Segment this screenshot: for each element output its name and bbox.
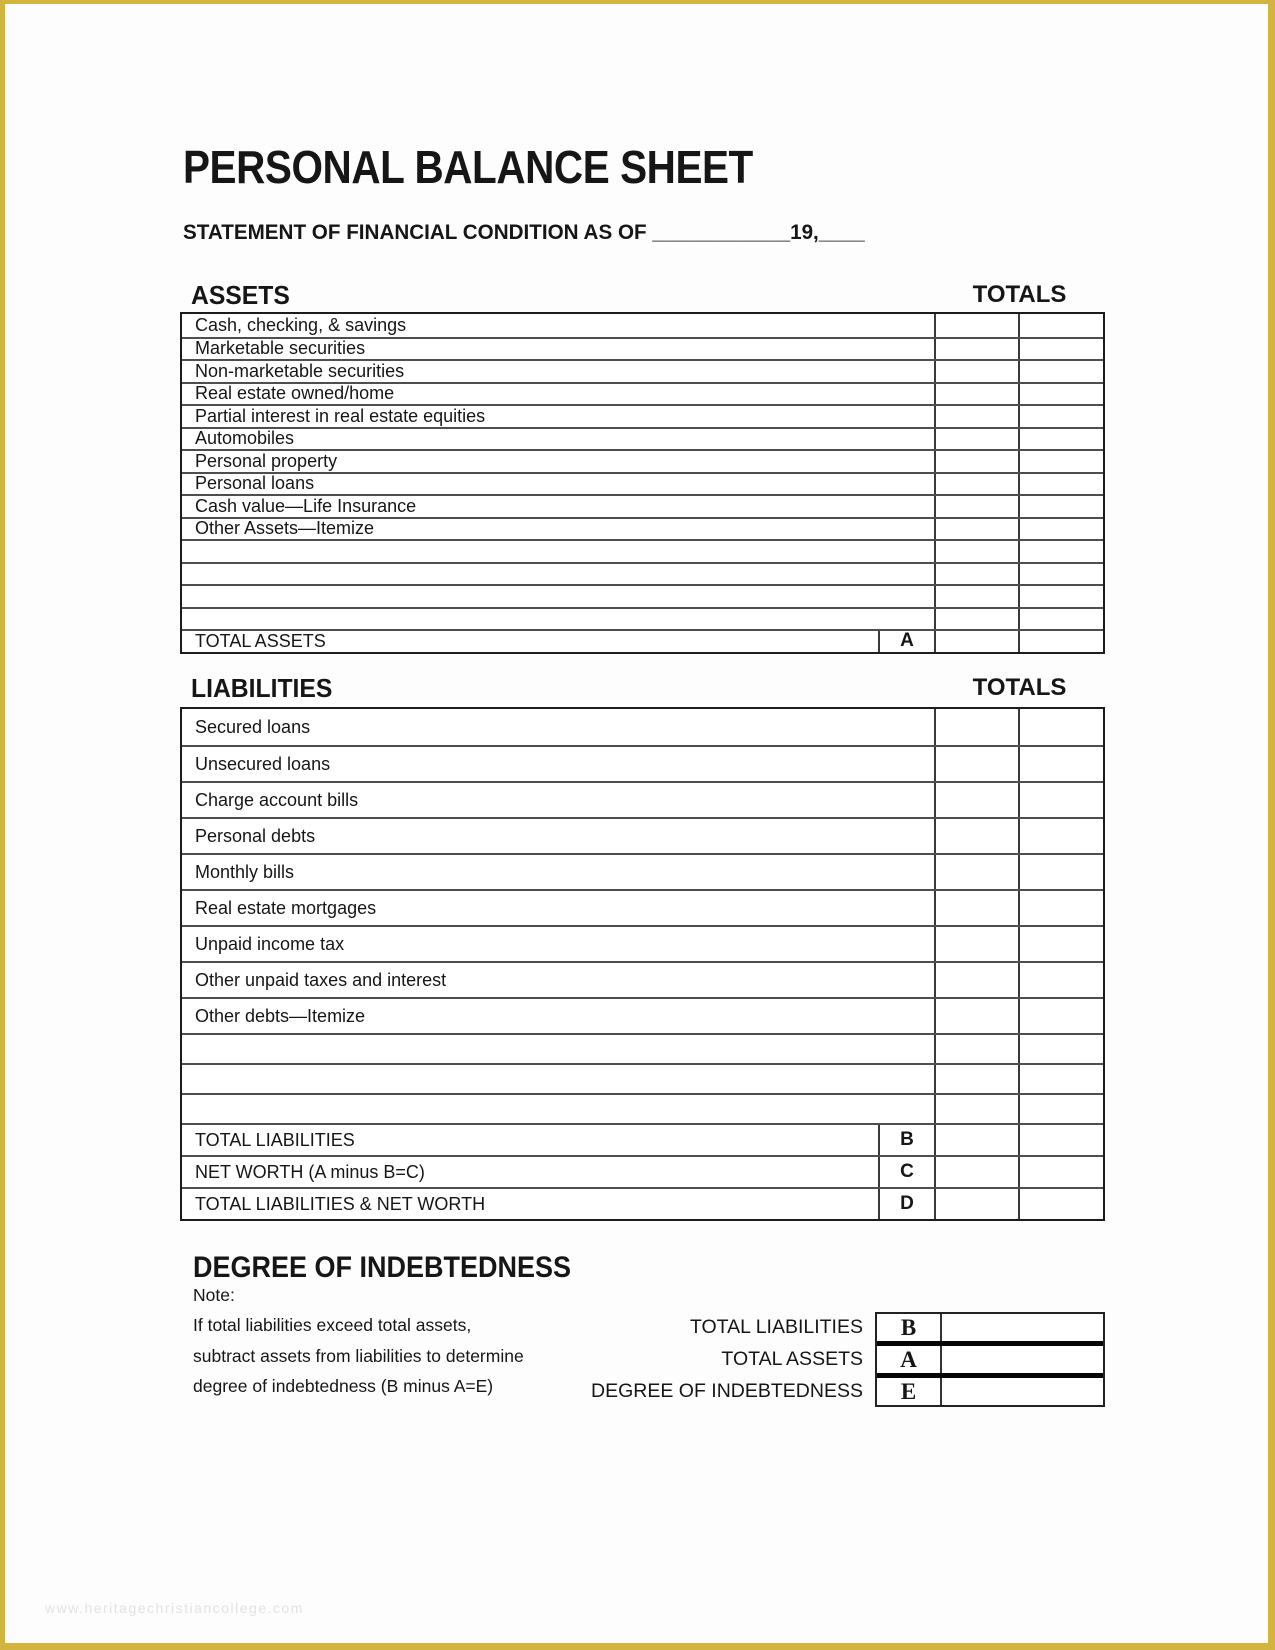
page-title: PERSONAL BALANCE SHEET: [183, 141, 753, 193]
total-cell: [1018, 406, 1103, 427]
liability-label: Monthly bills: [195, 861, 295, 882]
total-cell: [1018, 1035, 1103, 1063]
summary-row: [877, 1378, 1103, 1405]
assets-totals-heading: TOTALS: [972, 281, 1067, 308]
asset-row: [182, 517, 1103, 540]
asset-label: Partial interest in real estate equities: [195, 405, 486, 426]
total-cell: [1018, 963, 1103, 997]
amount-cell: [934, 891, 1018, 925]
asset-label: Other Assets—Itemize: [195, 518, 375, 539]
amount-cell: [934, 1035, 1018, 1063]
liability-row: [182, 745, 1103, 781]
asset-label: Real estate owned/home: [195, 383, 395, 404]
total-liabilities-label: TOTAL LIABILITIES: [195, 1129, 355, 1150]
amount-cell: [934, 339, 1018, 360]
amount-cell: [934, 709, 1018, 745]
liability-row: [182, 997, 1103, 1033]
liability-row: [182, 817, 1103, 853]
total-cell: [1018, 747, 1103, 781]
amount-cell: [934, 1095, 1018, 1123]
amount-cell: [934, 474, 1018, 495]
liability-label: Other debts—Itemize: [195, 1005, 366, 1026]
liability-row-blank: [182, 1063, 1103, 1093]
amount-cell: [934, 451, 1018, 472]
amount-cell: [934, 564, 1018, 585]
amount-cell: [934, 855, 1018, 889]
assets-table: [180, 312, 1105, 654]
amount-cell: [934, 519, 1018, 540]
total-cell: [1018, 1095, 1103, 1123]
indebtedness-heading: DEGREE OF INDEBTEDNESS: [193, 1251, 572, 1284]
net-worth-label: NET WORTH (A minus B=C): [195, 1161, 425, 1182]
liabilities-networth-letter: D: [878, 1189, 934, 1219]
amount-cell: [934, 1125, 1018, 1155]
liabilities-networth-row: [182, 1187, 1103, 1219]
amount-cell: [934, 314, 1018, 337]
total-cell: [1018, 541, 1103, 562]
amount-cell: [934, 631, 1018, 652]
total-cell: [1018, 819, 1103, 853]
total-liabilities-row: [182, 1123, 1103, 1155]
liability-row: [182, 853, 1103, 889]
asset-row: [182, 314, 1103, 337]
asset-label: Personal loans: [195, 473, 315, 494]
total-cell: [1018, 474, 1103, 495]
note-line: subtract assets from liabilities to determine: [193, 1345, 524, 1366]
total-cell: [1018, 1125, 1103, 1155]
amount-cell: [934, 541, 1018, 562]
total-cell: [1018, 564, 1103, 585]
liabilities-heading: LIABILITIES: [191, 673, 333, 703]
amount-cell: [934, 999, 1018, 1033]
note-line: If total liabilities exceed total assets,: [193, 1315, 472, 1335]
assets-heading: ASSETS: [191, 280, 290, 310]
summary-amount-cell: [942, 1378, 1103, 1405]
liability-row: [182, 709, 1103, 745]
total-assets-row: [182, 629, 1103, 652]
liability-row: [182, 889, 1103, 925]
amount-cell: [934, 406, 1018, 427]
liabilities-totals-heading: TOTALS: [972, 674, 1067, 701]
amount-cell: [934, 963, 1018, 997]
summary-row: [877, 1314, 1103, 1341]
total-cell: [1018, 361, 1103, 382]
amount-cell: [934, 783, 1018, 817]
note-label: Note:: [193, 1285, 235, 1305]
watermark: www.heritagechristiancollege.com: [45, 1600, 304, 1616]
amount-cell: [934, 1189, 1018, 1219]
asset-row: [182, 472, 1103, 495]
summary-total-assets-label: TOTAL ASSETS: [721, 1348, 863, 1370]
total-cell: [1018, 709, 1103, 745]
amount-cell: [934, 819, 1018, 853]
total-cell: [1018, 999, 1103, 1033]
total-cell: [1018, 891, 1103, 925]
total-cell: [1018, 927, 1103, 961]
total-cell: [1018, 1189, 1103, 1219]
total-liabilities-letter: B: [878, 1125, 934, 1155]
amount-cell: [934, 1065, 1018, 1093]
total-cell: [1018, 429, 1103, 450]
liability-label: Real estate mortgages: [195, 897, 377, 918]
summary-row: [877, 1346, 1103, 1373]
summary-total-liabilities-label: TOTAL LIABILITIES: [689, 1316, 863, 1338]
asset-row-blank: [182, 607, 1103, 630]
amount-cell: [934, 586, 1018, 607]
asset-label: Personal property: [195, 450, 338, 471]
liability-label: Secured loans: [195, 716, 311, 737]
asset-row: [182, 427, 1103, 450]
total-cell: [1018, 519, 1103, 540]
asset-row: [182, 494, 1103, 517]
liability-label: Charge account bills: [195, 789, 359, 810]
summary-letter-b: B: [877, 1314, 942, 1341]
total-cell: [1018, 1065, 1103, 1093]
summary-letter-e: E: [877, 1378, 942, 1405]
liability-row-blank: [182, 1033, 1103, 1063]
asset-row-blank: [182, 539, 1103, 562]
total-cell: [1018, 631, 1103, 652]
asset-label: Marketable securities: [195, 338, 366, 359]
asset-label: Cash, checking, & savings: [195, 314, 407, 335]
liability-row-blank: [182, 1093, 1103, 1123]
indebtedness-summary-box: [875, 1312, 1105, 1407]
asset-row: [182, 359, 1103, 382]
summary-letter-a: A: [877, 1346, 942, 1373]
liability-label: Personal debts: [195, 825, 316, 846]
net-worth-row: [182, 1155, 1103, 1187]
asset-row: [182, 382, 1103, 405]
liability-row: [182, 781, 1103, 817]
asset-row-blank: [182, 584, 1103, 607]
total-cell: [1018, 314, 1103, 337]
amount-cell: [934, 747, 1018, 781]
liability-label: Other unpaid taxes and interest: [195, 969, 447, 990]
asset-row: [182, 449, 1103, 472]
asset-label: Cash value—Life Insurance: [195, 495, 417, 516]
amount-cell: [934, 1157, 1018, 1187]
liability-label: Unsecured loans: [195, 753, 331, 774]
total-cell: [1018, 783, 1103, 817]
total-cell: [1018, 586, 1103, 607]
amount-cell: [934, 384, 1018, 405]
liability-row: [182, 961, 1103, 997]
total-cell: [1018, 451, 1103, 472]
statement-subtitle: STATEMENT OF FINANCIAL CONDITION AS OF ____________19,____: [183, 220, 865, 244]
net-worth-letter: C: [878, 1157, 934, 1187]
amount-cell: [934, 496, 1018, 517]
summary-amount-cell: [942, 1346, 1103, 1373]
liabilities-table: [180, 707, 1105, 1221]
asset-row: [182, 337, 1103, 360]
note-line: degree of indebtedness (B minus A=E): [193, 1376, 494, 1396]
total-cell: [1018, 339, 1103, 360]
amount-cell: [934, 429, 1018, 450]
summary-degree-label: DEGREE OF INDEBTEDNESS: [591, 1380, 863, 1402]
total-cell: [1018, 855, 1103, 889]
asset-row-blank: [182, 562, 1103, 585]
total-cell: [1018, 384, 1103, 405]
asset-label: Automobiles: [195, 428, 295, 449]
liability-label: Unpaid income tax: [195, 933, 345, 954]
total-assets-letter: A: [878, 631, 934, 652]
total-cell: [1018, 496, 1103, 517]
amount-cell: [934, 609, 1018, 630]
total-assets-label: TOTAL ASSETS: [195, 630, 326, 651]
asset-row: [182, 404, 1103, 427]
total-cell: [1018, 1157, 1103, 1187]
total-cell: [1018, 609, 1103, 630]
liability-row: [182, 925, 1103, 961]
amount-cell: [934, 361, 1018, 382]
liabilities-networth-label: TOTAL LIABILITIES & NET WORTH: [195, 1193, 486, 1214]
amount-cell: [934, 927, 1018, 961]
asset-label: Non-marketable securities: [195, 360, 405, 381]
summary-amount-cell: [942, 1314, 1103, 1341]
